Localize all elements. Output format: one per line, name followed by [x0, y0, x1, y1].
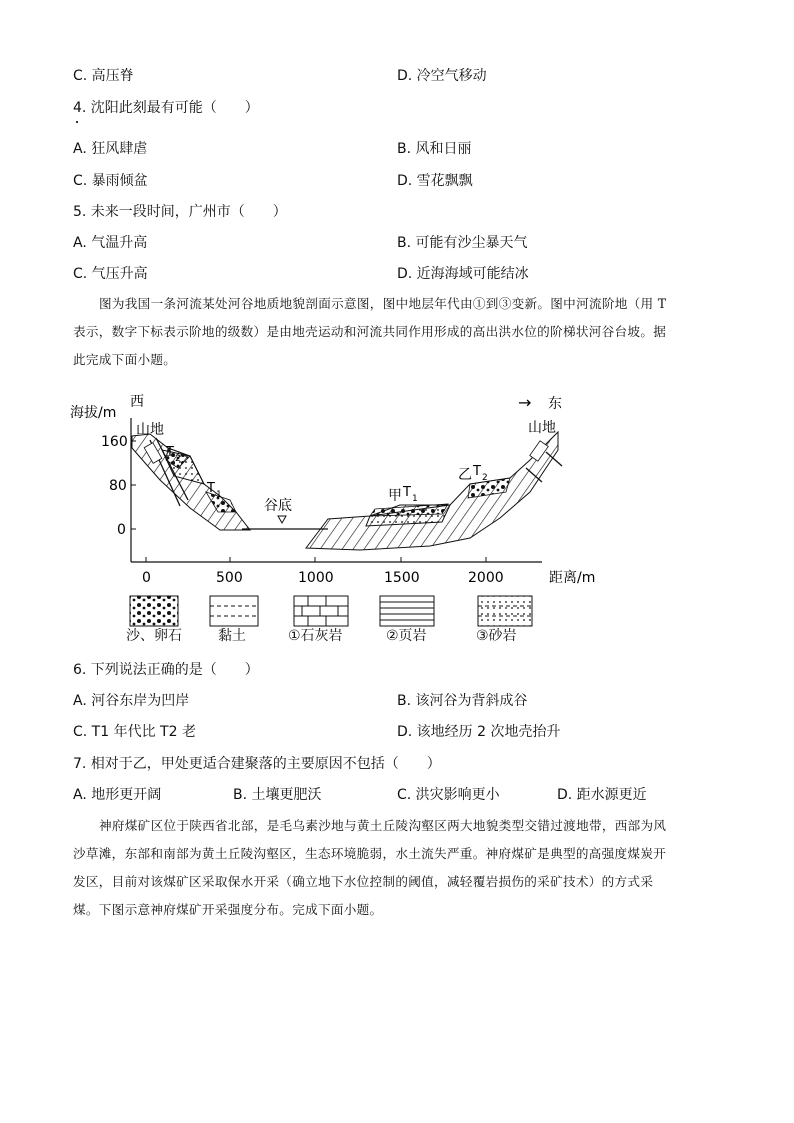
q6-option-c: C. T1 年代比 T2 老: [73, 724, 196, 740]
q4-option-b: B. 风和日丽: [397, 141, 472, 157]
q6-option-d: D. 该地经历 2 次地壳抬升: [397, 724, 561, 740]
intro2-line2: 沙草滩，东部和南部为黄土丘陵沟壑区，生态环境脆弱，水土流失严重。神府煤矿是典型的高强度煤炭开: [73, 846, 667, 861]
intro-paragraph-1: [73, 290, 723, 374]
t1-left-subscript: 1: [216, 490, 222, 500]
q4-option-c: C. 暴雨倾盆: [73, 173, 148, 189]
legend-label-gravel: 沙、卵石: [126, 628, 182, 644]
legend-swatch-sandstone: [478, 596, 532, 626]
q4-stem: 4. 沈阳此刻最有可能（ ）: [73, 100, 259, 116]
legend-label-clay: 黏土: [218, 628, 246, 644]
x-tick-1000: 1000: [298, 570, 334, 586]
x-tick-2000: 2000: [468, 570, 504, 586]
legend-swatch-shale: [380, 596, 434, 626]
mountain-left-label: 山地: [136, 422, 164, 438]
q6-option-a: A. 河谷东岸为凹岸: [73, 693, 190, 709]
east-arrow: →: [518, 393, 532, 412]
legend-label-sandstone: ③砂岩: [476, 628, 517, 644]
x-tick-1500: 1500: [384, 570, 420, 586]
x-tick-500: 500: [216, 570, 243, 586]
jia-label: 甲: [388, 488, 402, 504]
intro-paragraph-2: [73, 812, 723, 924]
stray-dot: [76, 121, 78, 123]
t2-left-label: T: [166, 445, 174, 460]
intro1-line3: 此完成下面小题。: [73, 352, 177, 367]
t1-left-label: T: [207, 481, 215, 496]
east-label: 东: [548, 396, 562, 412]
mountain-right-label: 山地: [528, 420, 556, 436]
legend-swatch-clay: [210, 596, 258, 626]
q4-option-a: A. 狂风肆虐: [73, 141, 148, 157]
q7-option-c: C. 洪灾影响更小: [397, 787, 500, 803]
y-tick-160: 160: [101, 434, 128, 450]
q5-option-a: A. 气温升高: [73, 235, 148, 251]
q3-option-c: C. 高压脊: [73, 68, 134, 84]
y-tick-0: 0: [117, 522, 126, 538]
x-axis-label: 距离/m: [549, 570, 596, 586]
q7-option-d: D. 距水源更近: [557, 787, 647, 803]
q3-option-d: D. 冷空气移动: [397, 68, 487, 84]
legend-swatch-limestone: [294, 596, 348, 626]
legend-label-limestone: ①石灰岩: [288, 628, 343, 644]
valley-cross-section-figure: [70, 388, 610, 588]
q6-option-b: B. 该河谷为背斜成谷: [397, 693, 528, 709]
valley-floor-label: 谷底: [264, 498, 292, 514]
legend-swatch-gravel: [130, 596, 178, 626]
q6-stem: 6. 下列说法正确的是（ ）: [73, 662, 259, 678]
y-axis-label: 海拔/m: [70, 405, 117, 421]
valley-floor-marker: [278, 516, 286, 523]
q4-option-d: D. 雪花飘飘: [397, 173, 473, 189]
intro1-line1: 图为我国一条河流某处河谷地质地貌剖面示意图，图中地层年代由①到③变新。图中河流阶地（用 T: [99, 296, 667, 311]
jia-t-subscript: 1: [412, 494, 418, 504]
intro2-line3: 发区，目前对该煤矿区采取保水开采（确立地下水位控制的阈值，减轻覆岩损伤的采矿技术）的方式采: [73, 874, 654, 889]
q7-option-b: B. 土壤更肥沃: [233, 787, 322, 803]
q5-option-b: B. 可能有沙尘暴天气: [397, 235, 528, 251]
q7-option-a: A. 地形更开阔: [73, 787, 162, 803]
yi-t-label: T: [473, 464, 481, 479]
right-bank-strata: [306, 432, 558, 550]
q5-option-d: D. 近海海域可能结冰: [397, 266, 529, 282]
x-tick-0: 0: [142, 570, 151, 586]
t2-left-subscript: 2: [175, 454, 181, 464]
intro2-line1: 神府煤矿区位于陕西省北部，是毛乌素沙地与黄土丘陵沟壑区两大地貌类型交错过渡地带，西部为风: [99, 818, 667, 833]
intro2-line4: 煤。下图示意神府煤矿开采强度分布。完成下面小题。: [73, 902, 383, 917]
yi-label: 乙: [458, 467, 472, 483]
q5-option-c: C. 气压升高: [73, 266, 148, 282]
q7-stem: 7. 相对于乙，甲处更适合建聚落的主要原因不包括（ ）: [73, 756, 441, 772]
intro1-line2: 表示，数字下标表示阶地的级数）是由地壳运动和河流共同作用形成的高出洪水位的阶梯状河谷台坡。据: [73, 324, 667, 339]
yi-t-subscript: 2: [482, 473, 488, 483]
y-tick-80: 80: [109, 478, 127, 494]
west-label: 西: [130, 394, 144, 410]
q5-stem: 5. 未来一段时间，广州市（ ）: [73, 204, 287, 220]
jia-t-label: T: [403, 485, 411, 500]
legend-label-shale: ②页岩: [386, 628, 427, 644]
